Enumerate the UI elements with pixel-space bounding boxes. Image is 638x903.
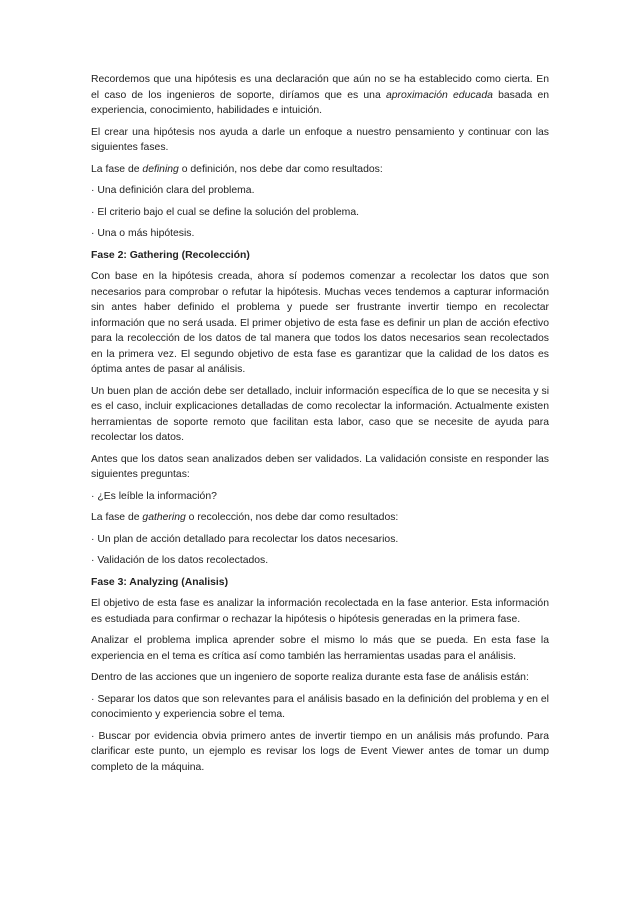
body-paragraph xyxy=(91,269,549,378)
body-paragraph xyxy=(91,125,549,156)
bullet-item xyxy=(91,553,549,569)
text-run: Fase 3: Analyzing (Analisis) xyxy=(91,576,229,588)
italic-term: defining xyxy=(142,163,179,175)
body-paragraph xyxy=(91,384,549,446)
text-run: El crear una hipótesis nos ayuda a darle un enfoque a nuestro pensamiento y continuar con las siguientes fases. xyxy=(91,126,549,153)
text-run: Dentro de las acciones que un ingeniero de soporte realiza durante esta fase de análisis están: xyxy=(91,672,529,683)
body-paragraph xyxy=(91,596,549,627)
bullet-item xyxy=(91,532,549,548)
text-run: Con base en la hipótesis creada, ahora sí podemos comenzar a recolectar los datos que son necesarios para comprobar o refutar la hipótesis. Muchas veces tendemos a capturar información sin antes haber definido el problema y puede ser frustrante invertir tiempo en recolectar información que no será usada. El primer objetivo de esta fase es definir un plan de acción efectivo para la recolección de los datos de tal manera que todos los datos necesarios sean recolectados en la primera vez. El segundo objetivo de esta fase es garantizar que la calidad de los datos es óptima antes de pasar al análisis. xyxy=(91,271,549,375)
body-paragraph xyxy=(91,510,549,526)
italic-term: gathering xyxy=(142,512,186,523)
text-run: El objetivo de esta fase es analizar la información recolectada en la fase anterior. Esta información es estudiada para confirmar o rechazar la hipótesis o hipótesis generadas en la primera fase. xyxy=(91,598,549,625)
text-run: · Una o más hipótesis. xyxy=(91,228,195,239)
text-run: Analizar el problema implica aprender sobre el mismo lo más que se pueda. En esta fase la experiencia en el tema es crítica así como también las herramientas usadas para el análisis. xyxy=(91,635,549,662)
body-paragraph xyxy=(91,692,549,723)
text-run: Recordemos que una hipótesis es una declaración que aún no se ha establecido como cierta. En el caso de los ingenieros de soporte, diríamos que es una xyxy=(91,74,549,101)
bullet-item xyxy=(91,489,549,505)
text-run: · Una definición clara del problema. xyxy=(91,185,255,196)
text-run: La fase de xyxy=(91,512,143,523)
document-page xyxy=(91,72,549,781)
text-run: Antes que los datos sean analizados deben ser validados. La validación consiste en responder las siguientes preguntas: xyxy=(91,453,549,480)
body-paragraph xyxy=(91,72,549,119)
body-paragraph xyxy=(91,162,549,178)
text-run: basada en experiencia, conocimiento, habilidades e intuición. xyxy=(91,89,550,116)
text-run: Un buen plan de acción debe ser detallado, incluir información específica de lo que se necesita y si es el caso, incluir explicaciones detalladas de como recolectar la información. Actualmente existen herramientas de soporte remoto que facilitan esta labor, caso que se necesite de ayuda para recolectar los datos. xyxy=(91,385,549,443)
bullet-item xyxy=(91,205,549,221)
body-paragraph xyxy=(91,670,549,686)
bullet-item xyxy=(91,183,549,199)
text-run: o definición, nos debe dar como resultados: xyxy=(178,163,383,175)
text-run: · Buscar por evidencia obvia primero antes de invertir tiempo en un análisis más profundo. Para clarificar este punto, un ejemplo es revisar los logs de Event Viewer antes de tomar un dump completo de la máquina. xyxy=(91,730,549,773)
text-run: Fase 2: Gathering (Recolección) xyxy=(91,249,250,261)
text-run: o recolección, nos debe dar como resultados: xyxy=(185,512,399,523)
body-paragraph xyxy=(91,729,549,776)
bullet-item xyxy=(91,226,549,242)
italic-term: aproximación educada xyxy=(385,89,493,101)
text-run: · El criterio bajo el cual se define la solución del problema. xyxy=(91,206,359,218)
text-run: · Un plan de acción detallado para recolectar los datos necesarios. xyxy=(91,533,399,545)
text-run: · ¿Es leíble la información? xyxy=(91,490,217,502)
section-heading xyxy=(91,248,549,264)
body-paragraph xyxy=(91,452,549,483)
text-run: · Separar los datos que son relevantes para el análisis basado en la definición del problema y en el conocimiento y experiencia sobre el tema. xyxy=(91,693,549,720)
text-run: La fase de xyxy=(91,163,143,175)
text-run: · Validación de los datos recolectados. xyxy=(91,555,269,566)
body-paragraph xyxy=(91,633,549,664)
section-heading xyxy=(91,575,549,591)
